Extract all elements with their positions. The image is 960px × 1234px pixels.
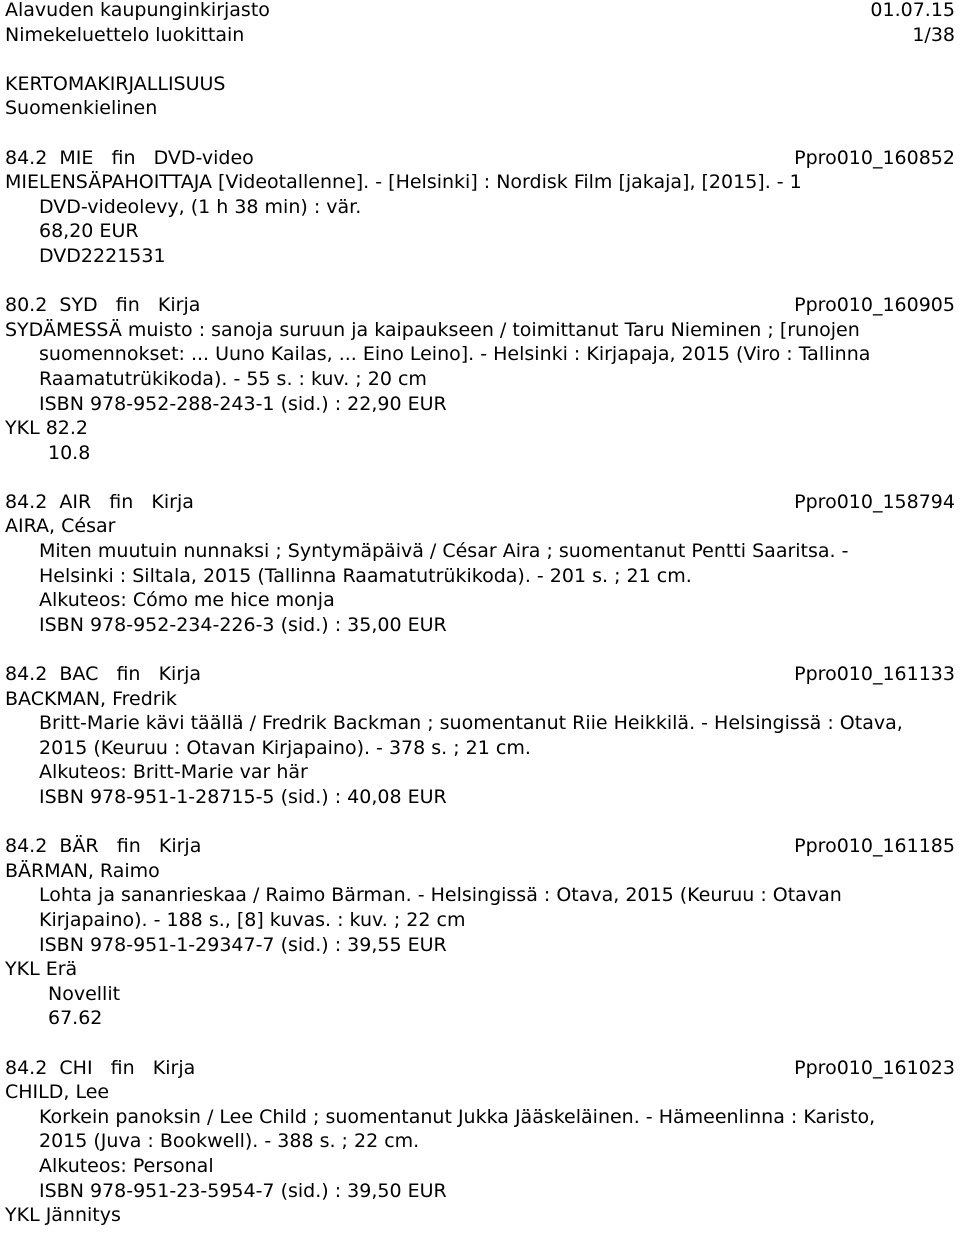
- entry-ykl: YKL 82.2: [5, 417, 88, 440]
- header-row-2: [5, 23, 955, 48]
- entry-original: Alkuteos: Personal: [39, 1154, 214, 1177]
- entry-classification: 84.2 CHI fin Kirja: [5, 1056, 196, 1079]
- list-title: Nimekeluettelo luokittain: [5, 23, 245, 46]
- catalog-entry: [5, 293, 955, 465]
- entry-id: Ppro010_160905: [794, 294, 955, 317]
- entry-line: Britt-Marie kävi täällä / Fredrik Backman ; suomentanut Riie Heikkilä. - Helsingissä : Otava,: [39, 712, 903, 735]
- page-number: 1/38: [912, 23, 955, 46]
- entry-heading: [5, 146, 955, 171]
- catalog-entry: [5, 662, 955, 810]
- entry-id: Ppro010_161133: [794, 663, 955, 686]
- entry-isbn: ISBN 978-951-1-28715-5 (sid.) : 40,08 EUR: [39, 786, 447, 808]
- entry-line: Raamatutrükikoda). - 55 s. : kuv. ; 20 cm: [39, 367, 427, 390]
- entry-line: suomennokset: ... Uuno Kailas, ... Eino Leino]. - Helsinki : Kirjapaja, 2015 (Viro : Tallinna: [39, 343, 871, 366]
- entry-id: Ppro010_158794: [794, 490, 955, 513]
- entry-ykl: YKL Erä: [5, 958, 78, 981]
- entry-isbn: ISBN 978-952-234-226-3 (sid.) : 35,00 EUR: [39, 613, 447, 636]
- entry-ykl-class: 10.8: [48, 441, 91, 464]
- entry-author: BÄRMAN, Raimo: [5, 859, 160, 882]
- catalog-entry: [5, 490, 955, 638]
- entry-isbn: ISBN 978-952-288-243-1 (sid.) : 22,90 EUR: [39, 392, 447, 415]
- entry-heading: [5, 662, 955, 687]
- entry-classification: 80.2 SYD fin Kirja: [5, 294, 201, 317]
- entry-heading: [5, 1056, 955, 1081]
- catalog-entry: [5, 1056, 955, 1228]
- entry-classification: 84.2 AIR fin Kirja: [5, 490, 194, 513]
- entry-author: CHILD, Lee: [5, 1081, 110, 1104]
- section-title: KERTOMAKIRJALLISUUS: [5, 72, 226, 95]
- entry-ykl: YKL Jännitys: [5, 1204, 121, 1227]
- entry-line: 2015 (Juva : Bookwell). - 388 s. ; 22 cm.: [39, 1130, 420, 1153]
- entry-classification: 84.2 BAC fin Kirja: [5, 663, 202, 686]
- entry-line: Korkein panoksin / Lee Child ; suomentanut Jukka Jääskeläinen. - Hämeenlinna : Karisto,: [39, 1105, 876, 1128]
- entry-heading: [5, 490, 955, 515]
- entry-heading: [5, 293, 955, 318]
- entry-author: AIRA, César: [5, 515, 116, 538]
- print-date: 01.07.15: [870, 0, 955, 21]
- entry-ykl-class: 67.62: [48, 1007, 103, 1030]
- entry-original: Alkuteos: Cómo me hice monja: [39, 589, 335, 612]
- entry-line: Helsinki : Siltala, 2015 (Tallinna Raamatutrükikoda). - 201 s. ; 21 cm.: [39, 564, 692, 587]
- entry-line: DVD-videolevy, (1 h 38 min) : vär.: [39, 195, 362, 218]
- catalog-entry: [5, 834, 955, 1031]
- catalog-page: [5, 0, 955, 1228]
- entry-ykl-class: Novellit: [48, 982, 121, 1005]
- entry-id: Ppro010_161023: [794, 1056, 955, 1079]
- entry-heading: [5, 834, 955, 859]
- header-row-1: [5, 0, 955, 23]
- catalog-entry: [5, 146, 955, 269]
- entry-line: 2015 (Keuruu : Otavan Kirjapaino). - 378 s. ; 21 cm.: [39, 736, 531, 759]
- entry-isbn: ISBN 978-951-1-29347-7 (sid.) : 39,55 EUR: [39, 933, 447, 956]
- entry-author: BACKMAN, Fredrik: [5, 687, 177, 710]
- entry-classification: 84.2 BÄR fin Kirja: [5, 835, 202, 858]
- entry-code: DVD2221531: [39, 244, 166, 267]
- library-name: Alavuden kaupunginkirjasto: [5, 0, 270, 21]
- entry-classification: 84.2 MIE fin DVD-video: [5, 146, 254, 169]
- entry-isbn: ISBN 978-951-23-5954-7 (sid.) : 39,50 EUR: [39, 1179, 447, 1202]
- entry-line: Miten muutuin nunnaksi ; Syntymäpäivä / César Aira ; suomentanut Pentti Saaritsa. -: [39, 540, 849, 563]
- entry-line: Kirjapaino). - 188 s., [8] kuvas. : kuv. ; 22 cm: [39, 908, 466, 931]
- section-subtitle: Suomenkielinen: [5, 97, 158, 120]
- entry-title: SYDÄMESSÄ muisto : sanoja suruun ja kaipaukseen / toimittanut Taru Nieminen ; [runojen: [5, 318, 860, 341]
- entry-id: Ppro010_160852: [794, 146, 955, 169]
- entry-id: Ppro010_161185: [794, 835, 955, 858]
- entry-title: MIELENSÄPAHOITTAJA [Videotallenne]. - [Helsinki] : Nordisk Film [jakaja], [2015]. - 1: [5, 171, 802, 194]
- entry-original: Alkuteos: Britt-Marie var här: [39, 761, 308, 784]
- entry-line: Lohta ja sananrieskaa / Raimo Bärman. - Helsingissä : Otava, 2015 (Keuruu : Otavan: [39, 884, 842, 907]
- entry-price: 68,20 EUR: [39, 220, 139, 243]
